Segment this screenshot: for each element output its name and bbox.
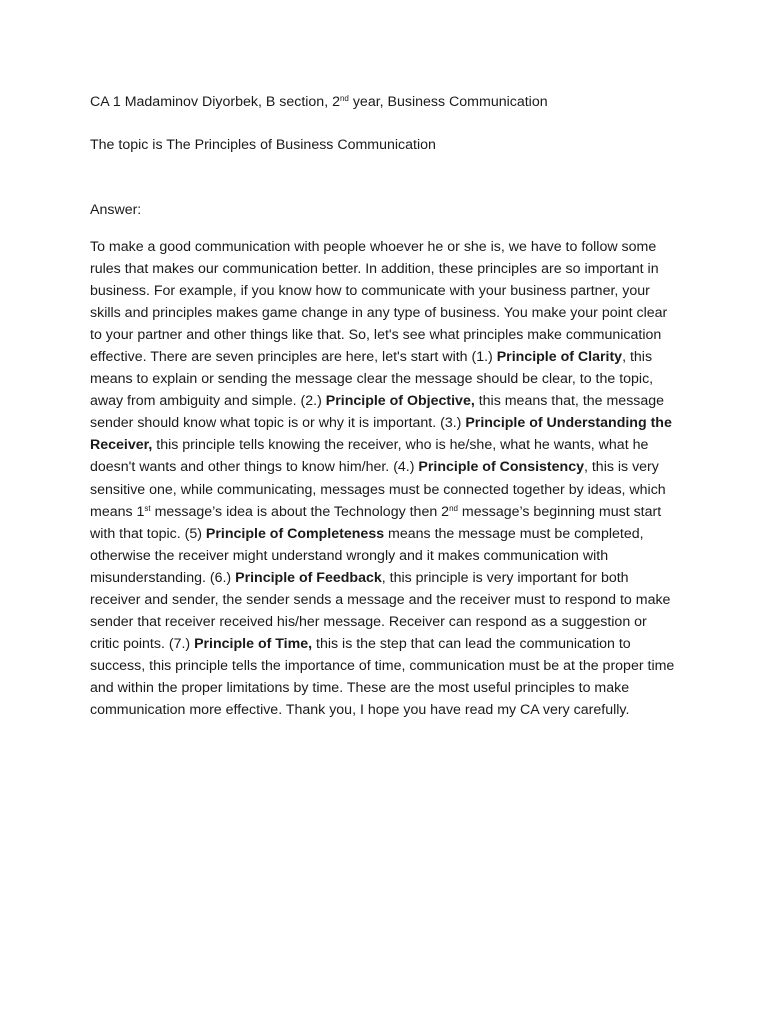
principle-time-title: Principle of Time, <box>194 635 313 652</box>
principle-consistency-text-b: message’s idea is about the Technology then 2 <box>150 503 450 520</box>
principle-time-text: this is the step that can lead the communication to success, this principle tells the importance of time, communication must be at the proper time and within the proper limitations by time. These are the most useful principles to make communication more effective. Thank you, I hope you have read my CA very carefully. <box>90 635 675 718</box>
principle-feedback-text: , this principle is very important for both receiver and sender, the sender sends a message and the receiver must to respond to make sender that receiver received his/her message. Receiver can respond as a suggestion or critic points. (7.) <box>90 569 671 652</box>
superscript-st: st <box>144 503 151 513</box>
principle-consistency-title: Principle of Consistency <box>418 459 584 476</box>
topic-line: The topic is The Principles of Business Communication <box>90 137 436 153</box>
intro-text: To make a good communication with people whoever he or she is, we have to follow some rules that makes our communication better. In addition, these principles are so important in business. For example, if you know how to communicate with your business partner, your skills and principles makes game change in any type of business. You make your point clear to your partner and other things like that. So, let's see what principles make communication effective. There are seven principles are here, let's start with (1.) <box>90 239 668 366</box>
principle-clarity-title: Principle of Clarity <box>496 349 623 366</box>
superscript-nd: nd <box>449 503 458 513</box>
principle-consistency-text-c: message’s beginning must start with that topic. (5) <box>90 503 662 542</box>
principle-completeness-title: Principle of Completeness <box>205 525 385 542</box>
principle-clarity-text: , this means to explain or sending the message clear the message should be clear, to the topic, away from ambiguity and simple. (2.) <box>90 349 654 410</box>
principle-objective-title: Principle of Objective, <box>325 393 475 410</box>
document-content <box>90 91 678 721</box>
answer-paragraph <box>90 236 678 721</box>
principle-completeness-text: means the message must be completed, otherwise the receiver might understand wrongly and it makes communication with misunderstanding. (6.) <box>90 525 644 586</box>
principle-consistency-text-a: , this is very sensitive one, while communicating, messages must be connected together by ideas, which means 1 <box>90 459 666 520</box>
document-header <box>90 91 678 113</box>
principle-receiver-text: this principle tells knowing the receiver, who is he/she, what he wants, what he doesn't wants and other things to know him/her. (4.) <box>90 437 649 476</box>
header-suffix: year, Business Communication <box>348 94 548 110</box>
principle-receiver-title: Principle of Understanding the Receiver, <box>90 415 672 454</box>
answer-label: Answer: <box>90 202 142 218</box>
header-superscript: nd <box>339 94 349 103</box>
principle-feedback-title: Principle of Feedback <box>235 569 382 586</box>
header-prefix: CA 1 Madaminov Diyorbek, B section, 2 <box>90 94 340 110</box>
principle-objective-text: this means that, the message sender should know what topic is or why it is important. (3.) <box>90 393 665 432</box>
